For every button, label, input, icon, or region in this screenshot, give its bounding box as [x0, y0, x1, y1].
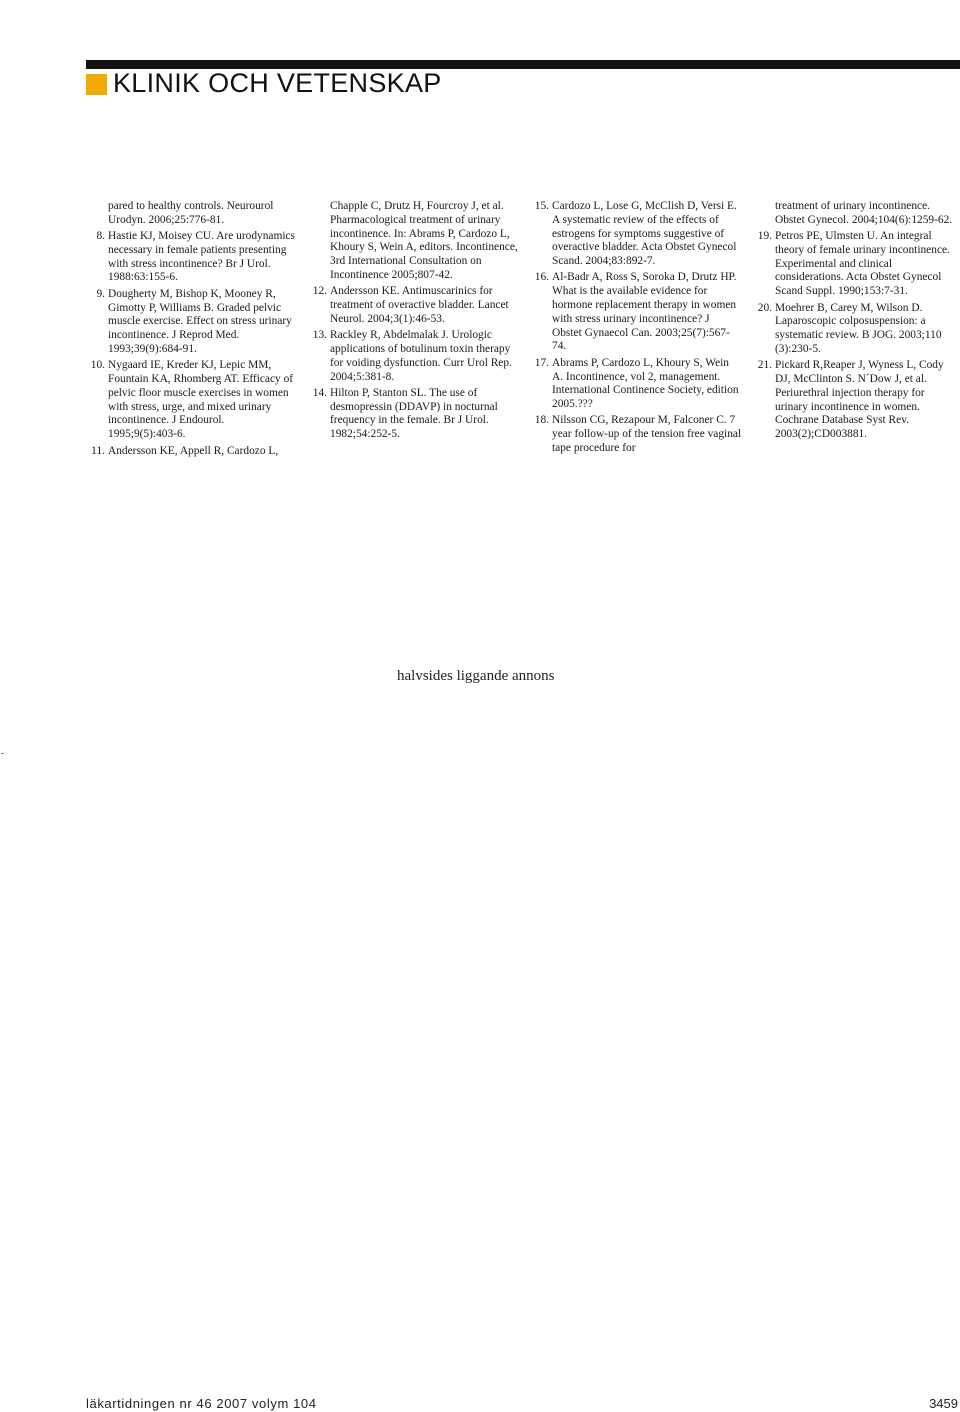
- reference-number: 10.: [90, 359, 105, 372]
- reference-number: 8.: [96, 230, 105, 243]
- reference-text: Rackley R, Abdelmalak J. Urologic applications of botulinum toxin therapy for voiding dysfunction. Curr Urol Rep. 2004;5:381-8.: [330, 329, 512, 383]
- reference-item: [753, 302, 960, 357]
- reference-text: Chapple C, Drutz H, Fourcroy J, et al. Pharmacological treatment of urinary incontinence. In: Abrams P, Cardozo L, Khoury S, Wein A, editors. Incontinence, 3rd International Consultation on Incontinence 2005;807-42.: [330, 200, 518, 281]
- reference-number: 15.: [534, 200, 549, 212]
- reference-item: [86, 359, 296, 442]
- reference-item: [86, 288, 296, 357]
- reference-item: [308, 200, 520, 283]
- reference-text: Dougherty M, Bishop K, Mooney R, Gimotty P, Williams B. Graded pelvic muscle exercise. Effect on stress urinary incontinence. J Reprod Med. 1993;39(9):684-91.: [108, 287, 292, 355]
- section-title: KLINIK OCH VETENSKAP: [113, 68, 442, 98]
- reference-item: [530, 414, 742, 455]
- page-number: 3459: [929, 1396, 958, 1411]
- reference-text: Moehrer B, Carey M, Wilson D. Laparoscopic colposuspension: a systematic review. B JOG. 2003;110 (3):230-5.: [775, 301, 942, 355]
- footer-journal: läkartidningen nr 46 2007 volym 104: [86, 1396, 317, 1411]
- ad-placeholder: halvsides liggande annons: [397, 668, 555, 684]
- reference-text: Nygaard IE, Kreder KJ, Lepic MM, Fountain KA, Rhomberg AT. Efficacy of pelvic floor muscle exercises in women with stress, urge, and mixed urinary incontinence. J Endourol. 1995;9(5):403-6.: [108, 359, 294, 441]
- reference-number: 16.: [534, 271, 549, 284]
- reference-text: Andersson KE, Appell R, Cardozo L,: [108, 444, 279, 457]
- reference-text: Cardozo L, Lose G, McClish D, Versi E. A systematic review of the effects of estrogens for symptoms suggestive of overactive bladder. Acta Obstet Gynecol Scand. 2004;83:892-7.: [552, 200, 737, 268]
- margin-mark: [1, 753, 4, 754]
- reference-text: Petros PE, Ulmsten U. An integral theory of female urinary incontinence. Experimental and clinical considerations. Acta Obstet Gynecol Scand Suppl. 1990;153:7-31.: [775, 230, 950, 298]
- reference-number: 12.: [312, 285, 327, 298]
- reference-column-3: [530, 200, 742, 458]
- reference-text: Al-Badr A, Ross S, Soroka D, Drutz HP. What is the available evidence for hormone replacement therapy in women with stress urinary incontinence? J Obstet Gynaecol Can. 2003;25(7):567-74.: [552, 271, 737, 353]
- reference-text: Hilton P, Stanton SL. The use of desmopressin (DDAVP) in nocturnal frequency in the female. Br J Urol. 1982;54:252-5.: [330, 386, 498, 441]
- reference-text: pared to healthy controls. Neurourol Urodyn. 2006;25:776-81.: [108, 200, 274, 226]
- reference-number: 9.: [96, 287, 105, 300]
- reference-number: 18.: [534, 414, 549, 427]
- reference-column-1: [86, 200, 296, 461]
- reference-number: 20.: [757, 301, 772, 314]
- reference-item: [530, 357, 742, 412]
- reference-item: [308, 329, 520, 384]
- reference-number: 11.: [91, 444, 105, 457]
- reference-item: [86, 230, 296, 285]
- reference-item: [86, 445, 296, 459]
- reference-item: [530, 200, 742, 269]
- reference-item: [753, 359, 960, 442]
- reference-item: [86, 200, 296, 228]
- reference-item: [530, 271, 742, 354]
- reference-column-2: [308, 200, 520, 445]
- reference-number: 19.: [757, 230, 772, 243]
- section-marker: [86, 74, 107, 95]
- reference-column-4: [753, 200, 960, 445]
- reference-text: Pickard R,Reaper J, Wyness L, Cody DJ, McClinton S. N´Dow J, et al. Periurethral injection therapy for urinary incontinence in women. Cochrane Database Syst Rev. 2003(2);CD003881.: [775, 359, 944, 441]
- reference-text: Andersson KE. Antimuscarinics for treatment of overactive bladder. Lancet Neurol. 2004;3(1):46-53.: [330, 285, 509, 325]
- reference-text: Nilsson CG, Rezapour M, Falconer C. 7 year follow-up of the tension free vaginal tape procedure for: [552, 414, 742, 455]
- reference-number: 21.: [757, 359, 772, 372]
- reference-item: [753, 200, 960, 228]
- reference-text: Hastie KJ, Moisey CU. Are urodynamics necessary in female patients presenting with stress incontinence? Br J Urol. 1988:63:155-6.: [108, 230, 295, 284]
- reference-item: [753, 230, 960, 299]
- reference-number: 13.: [312, 329, 327, 342]
- reference-text: Abrams P, Cardozo L, Khoury S, Wein A. Incontinence, vol 2, management. International Continence Society, edition 2005.???: [552, 356, 739, 411]
- reference-number: 17.: [534, 356, 549, 369]
- reference-text: treatment of urinary incontinence. Obstet Gynecol. 2004;104(6):1259-62.: [775, 200, 953, 226]
- reference-number: 14.: [312, 386, 327, 399]
- reference-item: [308, 387, 520, 442]
- reference-item: [308, 285, 520, 326]
